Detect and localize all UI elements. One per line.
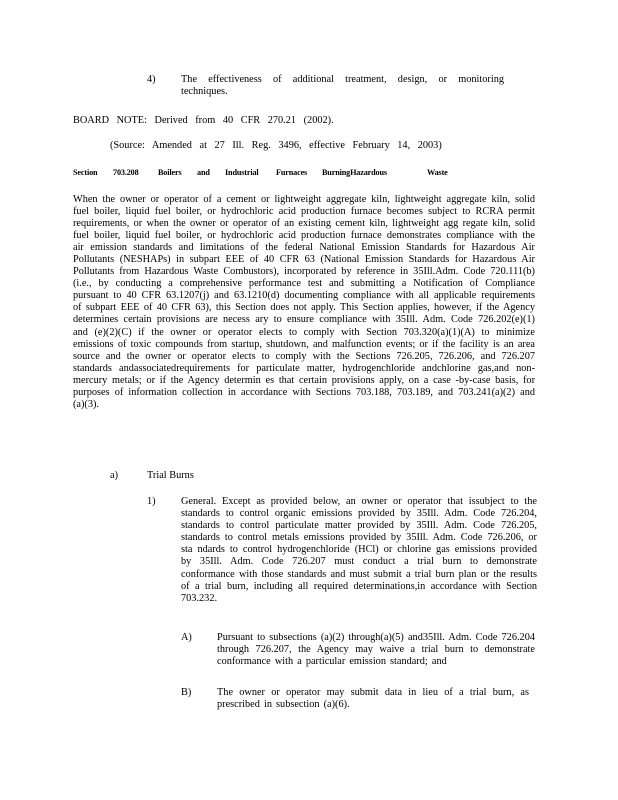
main-paragraph: When the owner or operator of a cement or lightweight aggregate kiln, lightweight aggregate kiln, solid fuel boiler, liquid fuel boiler, or hydrochloric acid production furnace becomes subject to RCRA permit requirements, or when the owner or operator of an existing cement kiln, lightweight agg regate kiln, solid fuel boiler, liquid fuel boiler, or hydrochloric acid production furnace demonstrates compliance with the air emission standards and limitations of the federal National Emission Standards for Hazardous Air Pollutants (NESHAPs) in subpart EEE of 40 CFR 63 (National Emission Standards for Hazardous Air Pollutants from Hazardous Waste Combustors), incorporated by reference in 35Ill.Adm. Code 720.111(b) (i.e., by conducting a comprehensive performance test and submitting a Notification of Compliance pursuant to 40 CFR 63.1207(j) and 63.1210(d) documenting compliance with all applicable requirements of subpart EEE of 40 CFR 63), this Section does not apply. This Section applies, however, if the Agency determines certain provisions are necess ary to ensure compliance with 35Ill. Adm. Code 726.202(e)(1) and (e)(2)(C) if the owner or operator elects to comply with Section 703.320(a)(1)(A) to minimize emissions of toxic compounds from startup, shutdown, and malfunction events; or if the facility is an area source and the owner or operator elects to comply with the Sections 726.205, 726.206, and 726.207 standards andassociatedrequirements for particulate matter, hydrogenchloride andchlorine gas,and non- mercury metals; or if the Agency determin es that certain provisions apply, on a case -by-case basis, for purposes of information collection in accordance with Sections 703.188, 703.189, and 703.241(a)(2) and (a)(3). bbox=[73, 194, 535, 410]
subsection-B-text: The owner or operator may submit data in lieu of a trial burn, as prescribed in subsection (a)(6). bbox=[217, 687, 529, 711]
subsection-A-text: Pursuant to subsections (a)(2) through(a)(5) and35Ill. Adm. Code 726.204 through 726.207, the Agency may waive a trial burn to demonstrate conformance with a particular emission standard; and bbox=[217, 632, 535, 668]
section-heading-word: Waste bbox=[427, 168, 448, 177]
section-heading-word: Furnaces bbox=[276, 168, 308, 177]
section-heading-word: Industrial bbox=[225, 168, 259, 177]
subsection-B-label: B) bbox=[181, 687, 192, 698]
subsection-1-label: 1) bbox=[147, 496, 156, 507]
source-note: (Source: Amended at 27 Ill. Reg. 3496, effective February 14, 2003) bbox=[110, 140, 442, 151]
section-heading-word: BurningHazardous bbox=[322, 168, 387, 177]
board-note: BOARD NOTE: Derived from 40 CFR 270.21 (2002). bbox=[73, 115, 334, 126]
section-heading-word: Boilers bbox=[158, 168, 182, 177]
subsection-1-text: General. Except as provided below, an owner or operator that issubject to the standards to control organic emissions provided by 35Ill. Adm. Code 726.204, standards to control particulate matter provided by 35Ill. Adm. Code 726.205, standards to control metals emissions provided by 35Ill. Adm. Code 726.206, or sta ndards to control hydrogenchloride (HCl) or chlorine gas emissions provided by 35Ill. Adm. Code 726.207 must conduct a trial burn to demonstrate conformance with those standards and must submit a trial burn plan or the results of a trial burn, including all required determinations,in accordance with Section 703.232. bbox=[181, 496, 537, 604]
subsection-A-label: A) bbox=[181, 632, 192, 643]
subsection-a-label: a) bbox=[110, 470, 118, 481]
item-4-label: 4) bbox=[147, 74, 156, 85]
section-heading-word: and bbox=[197, 168, 210, 177]
item-4-text: The effectiveness of additional treatment, design, or monitoring techniques. bbox=[181, 74, 504, 98]
section-heading-word: Section bbox=[73, 168, 98, 177]
section-number: 703.208 bbox=[113, 168, 139, 177]
subsection-a-title: Trial Burns bbox=[147, 470, 194, 481]
